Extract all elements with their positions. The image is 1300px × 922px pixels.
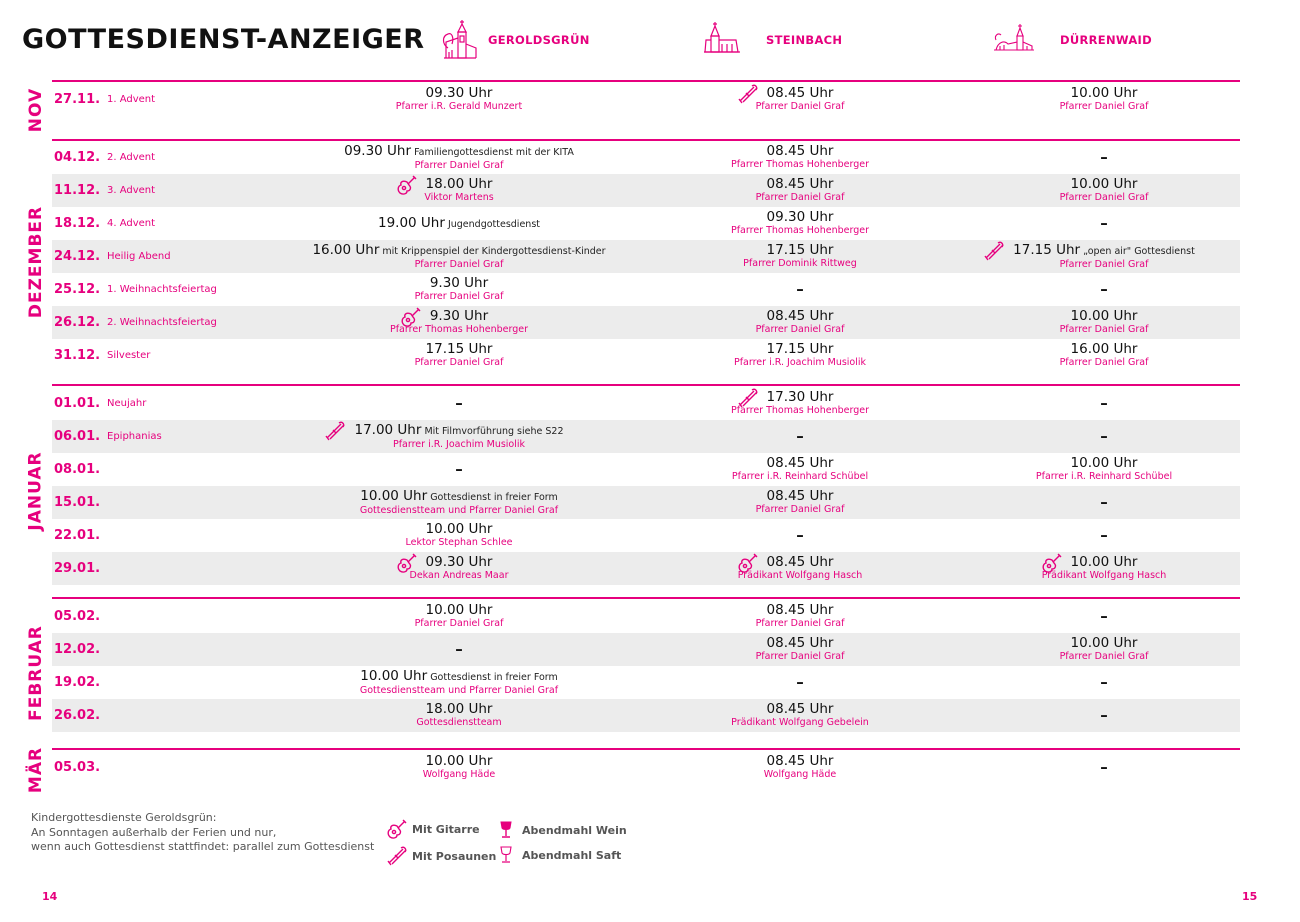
service-cell bbox=[274, 240, 644, 273]
month-label-januar: JANUAR bbox=[26, 451, 46, 531]
service-pastor: Pfarrer Daniel Graf bbox=[414, 258, 504, 270]
service-cell bbox=[954, 387, 1254, 420]
row-date: 25.12. bbox=[54, 282, 101, 297]
service-pastor: Prädikant Wolfgang Hasch bbox=[737, 570, 863, 581]
row-date: 19.02. bbox=[54, 675, 101, 690]
location-name: STEINBACH bbox=[766, 33, 843, 47]
no-service-dash: – bbox=[796, 526, 804, 544]
service-cell bbox=[650, 486, 950, 519]
table-row bbox=[52, 519, 1240, 552]
row-date: 06.01. bbox=[54, 429, 101, 444]
table-row bbox=[52, 633, 1240, 666]
row-occasion: 2. Advent bbox=[107, 152, 156, 163]
service-cell bbox=[274, 751, 644, 784]
service-time: 18.00 Uhr bbox=[425, 176, 493, 192]
service-cell bbox=[650, 519, 950, 552]
page-number-right: 15 bbox=[1242, 890, 1258, 903]
service-pastor: Wolfgang Häde bbox=[422, 769, 496, 780]
service-cell bbox=[954, 273, 1254, 306]
trombone-icon bbox=[983, 240, 1005, 262]
service-pastor: Wolfgang Häde bbox=[763, 769, 837, 780]
service-pastor: Pfarrer Daniel Graf bbox=[1059, 651, 1149, 662]
table-row bbox=[52, 174, 1240, 207]
row-occasion: 1. Advent bbox=[107, 94, 156, 105]
service-cell bbox=[274, 83, 644, 116]
service-time: 09.30 Uhr bbox=[425, 85, 493, 101]
juice-glass-icon bbox=[498, 845, 514, 865]
service-pastor: Pfarrer Daniel Graf bbox=[755, 101, 845, 112]
trombone-icon bbox=[324, 420, 346, 442]
service-cell bbox=[954, 141, 1254, 174]
service-time: 16.00 Uhr bbox=[312, 241, 380, 258]
service-time: 08.45 Uhr bbox=[766, 455, 834, 471]
guitar-icon bbox=[1041, 552, 1063, 574]
service-pastor: Pfarrer Daniel Graf bbox=[1059, 324, 1149, 335]
service-pastor: Pfarrer Daniel Graf bbox=[414, 618, 504, 629]
service-pastor: Pfarrer Thomas Hohenberger bbox=[389, 324, 529, 335]
row-date: 08.01. bbox=[54, 462, 101, 477]
service-cell bbox=[274, 486, 644, 519]
row-occasion: 3. Advent bbox=[107, 185, 156, 196]
legend-trombone: Mit Posaunen bbox=[386, 845, 496, 867]
service-pastor: Lektor Stephan Schlee bbox=[405, 537, 513, 548]
no-service-dash: – bbox=[1100, 394, 1108, 412]
month-label-februar: FEBRUAR bbox=[26, 625, 46, 721]
service-time: 08.45 Uhr bbox=[766, 143, 834, 159]
no-service-dash: – bbox=[796, 280, 804, 298]
service-pastor: Pfarrer Daniel Graf bbox=[1059, 357, 1149, 368]
row-date: 31.12. bbox=[54, 348, 101, 363]
service-time: 08.45 Uhr bbox=[766, 602, 834, 618]
no-service-dash: – bbox=[1100, 214, 1108, 232]
no-service-dash: – bbox=[1100, 673, 1108, 691]
service-pastor: Pfarrer Thomas Hohenberger bbox=[730, 159, 870, 170]
service-cell bbox=[650, 600, 950, 633]
service-cell bbox=[650, 141, 950, 174]
service-pastor: Pfarrer Thomas Hohenberger bbox=[730, 225, 870, 236]
service-note: Gottesdienst in freier Form bbox=[427, 671, 558, 683]
service-time: 08.45 Uhr bbox=[766, 488, 834, 504]
service-time: 17.15 Uhr bbox=[766, 242, 834, 258]
service-note: Mit Filmvorführung siehe S22 bbox=[421, 425, 564, 437]
table-row bbox=[52, 453, 1240, 486]
service-pastor: Pfarrer Daniel Graf bbox=[755, 651, 845, 662]
service-cell bbox=[954, 240, 1254, 273]
row-occasion: Neujahr bbox=[107, 398, 147, 409]
service-time: 10.00 Uhr bbox=[425, 602, 493, 618]
service-pastor: Pfarrer Dominik Rittweg bbox=[743, 258, 857, 269]
service-note: Familiengottesdienst mit der KITA bbox=[411, 146, 574, 158]
service-cell bbox=[650, 306, 950, 339]
service-cell bbox=[954, 420, 1254, 453]
no-service-dash: – bbox=[1100, 280, 1108, 298]
service-cell bbox=[650, 207, 950, 240]
service-cell bbox=[274, 306, 644, 339]
no-service-dash: – bbox=[1100, 706, 1108, 724]
service-pastor: Pfarrer Daniel Graf bbox=[1059, 258, 1149, 270]
service-pastor: Pfarrer Daniel Graf bbox=[414, 159, 504, 171]
service-time: 10.00 Uhr bbox=[425, 521, 493, 537]
location-name: GEROLDSGRÜN bbox=[488, 33, 590, 47]
row-date: 12.02. bbox=[54, 642, 101, 657]
row-date: 01.01. bbox=[54, 396, 101, 411]
service-time: 09.30 Uhr bbox=[344, 142, 412, 159]
footnote: Kindergottesdienste Geroldsgrün: An Sonntagen außerhalb der Ferien und nur, wenn auch Gottesdienst stattfindet: parallel zum Gottesdienst bbox=[31, 811, 375, 853]
service-time: 08.45 Uhr bbox=[766, 176, 834, 192]
table-row bbox=[52, 751, 1240, 784]
table-row bbox=[52, 486, 1240, 519]
service-cell bbox=[954, 486, 1254, 519]
service-pastor: Pfarrer Daniel Graf bbox=[414, 291, 504, 302]
service-cell bbox=[954, 633, 1254, 666]
table-row bbox=[52, 387, 1240, 420]
trombone-icon bbox=[737, 83, 759, 105]
service-pastor: Pfarrer i.R. Joachim Musiolik bbox=[392, 438, 526, 450]
guitar-icon bbox=[396, 174, 418, 196]
service-time: 9.30 Uhr bbox=[429, 308, 489, 324]
table-row bbox=[52, 207, 1240, 240]
service-cell bbox=[274, 207, 644, 240]
service-time: 17.30 Uhr bbox=[766, 389, 834, 405]
row-date: 22.01. bbox=[54, 528, 101, 543]
month-divider bbox=[52, 384, 1240, 386]
service-cell bbox=[954, 699, 1254, 732]
row-occasion: 4. Advent bbox=[107, 218, 156, 229]
service-time: 17.15 Uhr bbox=[766, 341, 834, 357]
service-pastor: Prädikant Wolfgang Hasch bbox=[1041, 570, 1167, 581]
service-cell bbox=[650, 273, 950, 306]
service-note: „open air" Gottesdienst bbox=[1080, 245, 1195, 257]
service-pastor: Gottesdienstteam und Pfarrer Daniel Graf bbox=[359, 684, 559, 696]
service-cell bbox=[650, 240, 950, 273]
row-occasion: 2. Weihnachtsfeiertag bbox=[107, 317, 217, 328]
row-date: 26.12. bbox=[54, 315, 101, 330]
no-service-dash: – bbox=[796, 427, 804, 445]
service-cell bbox=[954, 207, 1254, 240]
service-cell bbox=[954, 666, 1254, 699]
location-name: DÜRRENWAID bbox=[1060, 33, 1152, 47]
service-cell bbox=[650, 552, 950, 585]
service-cell bbox=[274, 141, 644, 174]
location-header-duerrenwaid bbox=[992, 18, 1152, 62]
service-cell bbox=[650, 751, 950, 784]
row-date: 18.12. bbox=[54, 216, 101, 231]
service-cell bbox=[650, 83, 950, 116]
service-time: 09.30 Uhr bbox=[766, 209, 834, 225]
trombone-icon bbox=[386, 845, 408, 867]
service-cell bbox=[650, 633, 950, 666]
service-cell bbox=[954, 174, 1254, 207]
church-icon bbox=[440, 18, 480, 62]
service-cell bbox=[954, 83, 1254, 116]
service-time: 10.00 Uhr bbox=[1070, 85, 1138, 101]
service-pastor: Gottesdienstteam und Pfarrer Daniel Graf bbox=[359, 504, 559, 516]
service-cell bbox=[650, 174, 950, 207]
service-cell bbox=[274, 420, 644, 453]
location-header-steinbach bbox=[702, 18, 842, 62]
service-pastor: Viktor Martens bbox=[424, 192, 494, 203]
church-icon bbox=[992, 18, 1036, 62]
guitar-icon bbox=[386, 818, 408, 840]
service-time: 16.00 Uhr bbox=[1070, 341, 1138, 357]
service-time: 10.00 Uhr bbox=[425, 753, 493, 769]
service-note: Gottesdienst in freier Form bbox=[427, 491, 558, 503]
table-row bbox=[52, 420, 1240, 453]
service-pastor: Pfarrer Daniel Graf bbox=[1059, 101, 1149, 112]
legend-guitar: Mit Gitarre bbox=[386, 818, 480, 840]
service-time: 09.30 Uhr bbox=[425, 554, 493, 570]
service-pastor: Dekan Andreas Maar bbox=[409, 570, 509, 581]
legend-juice: Abendmahl Saft bbox=[498, 845, 621, 865]
service-time: 9.30 Uhr bbox=[429, 275, 489, 291]
page-number-left: 14 bbox=[42, 890, 58, 903]
no-service-dash: – bbox=[455, 394, 463, 412]
service-cell bbox=[274, 552, 644, 585]
service-pastor: Pfarrer i.R. Reinhard Schübel bbox=[1035, 471, 1173, 482]
service-cell bbox=[954, 306, 1254, 339]
service-time: 17.00 Uhr bbox=[354, 421, 422, 438]
service-cell bbox=[954, 519, 1254, 552]
guitar-icon bbox=[396, 552, 418, 574]
month-label-nov: NOV bbox=[26, 87, 47, 133]
service-pastor: Pfarrer Daniel Graf bbox=[1059, 192, 1149, 203]
service-time: 08.45 Uhr bbox=[766, 308, 834, 324]
wine-glass-icon bbox=[498, 820, 514, 840]
no-service-dash: – bbox=[1100, 427, 1108, 445]
service-cell bbox=[650, 387, 950, 420]
service-pastor: Pfarrer i.R. Gerald Munzert bbox=[395, 101, 523, 112]
service-cell bbox=[650, 453, 950, 486]
service-time: 08.45 Uhr bbox=[766, 635, 834, 651]
no-service-dash: – bbox=[796, 673, 804, 691]
service-time: 08.45 Uhr bbox=[766, 701, 834, 717]
service-cell bbox=[274, 339, 644, 372]
service-time: 17.15 Uhr bbox=[425, 341, 493, 357]
month-divider bbox=[52, 80, 1240, 82]
no-service-dash: – bbox=[455, 460, 463, 478]
row-date: 04.12. bbox=[54, 150, 101, 165]
row-date: 11.12. bbox=[54, 183, 101, 198]
table-row bbox=[52, 240, 1240, 273]
service-cell bbox=[274, 699, 644, 732]
service-pastor: Gottesdienstteam bbox=[416, 717, 502, 728]
row-date: 26.02. bbox=[54, 708, 101, 723]
table-row bbox=[52, 600, 1240, 633]
row-date: 29.01. bbox=[54, 561, 101, 576]
service-note: mit Krippenspiel der Kindergottesdienst-Kinder bbox=[379, 245, 606, 257]
service-time: 10.00 Uhr bbox=[1070, 308, 1138, 324]
no-service-dash: – bbox=[1100, 493, 1108, 511]
table-row bbox=[52, 306, 1240, 339]
row-occasion: Heilig Abend bbox=[107, 251, 171, 262]
service-cell bbox=[954, 339, 1254, 372]
month-label-maer: MÄR bbox=[26, 746, 47, 794]
table-row bbox=[52, 339, 1240, 372]
service-cell bbox=[650, 666, 950, 699]
service-cell bbox=[274, 174, 644, 207]
service-time: 10.00 Uhr bbox=[360, 667, 428, 684]
service-cell bbox=[954, 751, 1254, 784]
service-cell bbox=[650, 420, 950, 453]
service-pastor: Pfarrer Daniel Graf bbox=[755, 324, 845, 335]
location-header-geroldsgruen bbox=[440, 18, 590, 62]
church-icon bbox=[702, 18, 742, 62]
row-occasion: Silvester bbox=[107, 350, 151, 361]
service-time: 08.45 Uhr bbox=[766, 85, 834, 101]
service-cell bbox=[274, 666, 644, 699]
no-service-dash: – bbox=[1100, 607, 1108, 625]
service-time: 10.00 Uhr bbox=[1070, 176, 1138, 192]
row-date: 27.11. bbox=[54, 92, 101, 107]
service-time: 10.00 Uhr bbox=[1070, 455, 1138, 471]
no-service-dash: – bbox=[1100, 526, 1108, 544]
service-time: 08.45 Uhr bbox=[766, 554, 834, 570]
service-cell bbox=[274, 519, 644, 552]
service-cell bbox=[274, 273, 644, 306]
legend-wine: Abendmahl Wein bbox=[498, 820, 627, 840]
service-time: 17.15 Uhr bbox=[1013, 241, 1081, 258]
no-service-dash: – bbox=[455, 640, 463, 658]
table-row bbox=[52, 552, 1240, 585]
service-time: 10.00 Uhr bbox=[1070, 554, 1138, 570]
service-cell bbox=[274, 600, 644, 633]
service-time: 10.00 Uhr bbox=[1070, 635, 1138, 651]
table-row bbox=[52, 83, 1240, 116]
service-cell bbox=[650, 699, 950, 732]
service-pastor: Pfarrer i.R. Joachim Musiolik bbox=[733, 357, 867, 368]
service-cell bbox=[954, 453, 1254, 486]
service-time: 10.00 Uhr bbox=[360, 487, 428, 504]
month-label-dezember: DEZEMBER bbox=[26, 205, 46, 319]
service-cell bbox=[274, 633, 644, 666]
service-cell bbox=[274, 453, 644, 486]
service-time: 18.00 Uhr bbox=[425, 701, 493, 717]
month-divider bbox=[52, 748, 1240, 750]
row-date: 05.03. bbox=[54, 760, 101, 775]
guitar-icon bbox=[400, 306, 422, 328]
table-row bbox=[52, 666, 1240, 699]
table-row bbox=[52, 141, 1240, 174]
service-pastor: Pfarrer Daniel Graf bbox=[755, 192, 845, 203]
month-divider bbox=[52, 597, 1240, 599]
service-pastor: Pfarrer Daniel Graf bbox=[755, 618, 845, 629]
page-title: GOTTESDIENST-ANZEIGER bbox=[22, 24, 425, 55]
row-date: 15.01. bbox=[54, 495, 101, 510]
table-row bbox=[52, 699, 1240, 732]
guitar-icon bbox=[737, 552, 759, 574]
row-occasion: 1. Weihnachtsfeiertag bbox=[107, 284, 217, 295]
service-time: 19.00 Uhr bbox=[377, 214, 445, 231]
no-service-dash: – bbox=[1100, 758, 1108, 776]
service-pastor: Pfarrer Daniel Graf bbox=[755, 504, 845, 515]
service-pastor: Pfarrer Thomas Hohenberger bbox=[730, 405, 870, 416]
row-date: 05.02. bbox=[54, 609, 101, 624]
service-pastor: Pfarrer Daniel Graf bbox=[414, 357, 504, 368]
service-cell bbox=[954, 600, 1254, 633]
row-occasion: Epiphanias bbox=[107, 431, 162, 442]
trombone-icon bbox=[737, 387, 759, 409]
service-time: 08.45 Uhr bbox=[766, 753, 834, 769]
service-pastor: Pfarrer i.R. Reinhard Schübel bbox=[731, 471, 869, 482]
no-service-dash: – bbox=[1100, 148, 1108, 166]
service-cell bbox=[274, 387, 644, 420]
table-row bbox=[52, 273, 1240, 306]
service-cell bbox=[954, 552, 1254, 585]
row-date: 24.12. bbox=[54, 249, 101, 264]
service-cell bbox=[650, 339, 950, 372]
service-pastor: Prädikant Wolfgang Gebelein bbox=[731, 717, 869, 728]
service-note: Jugendgottesdienst bbox=[444, 218, 540, 230]
